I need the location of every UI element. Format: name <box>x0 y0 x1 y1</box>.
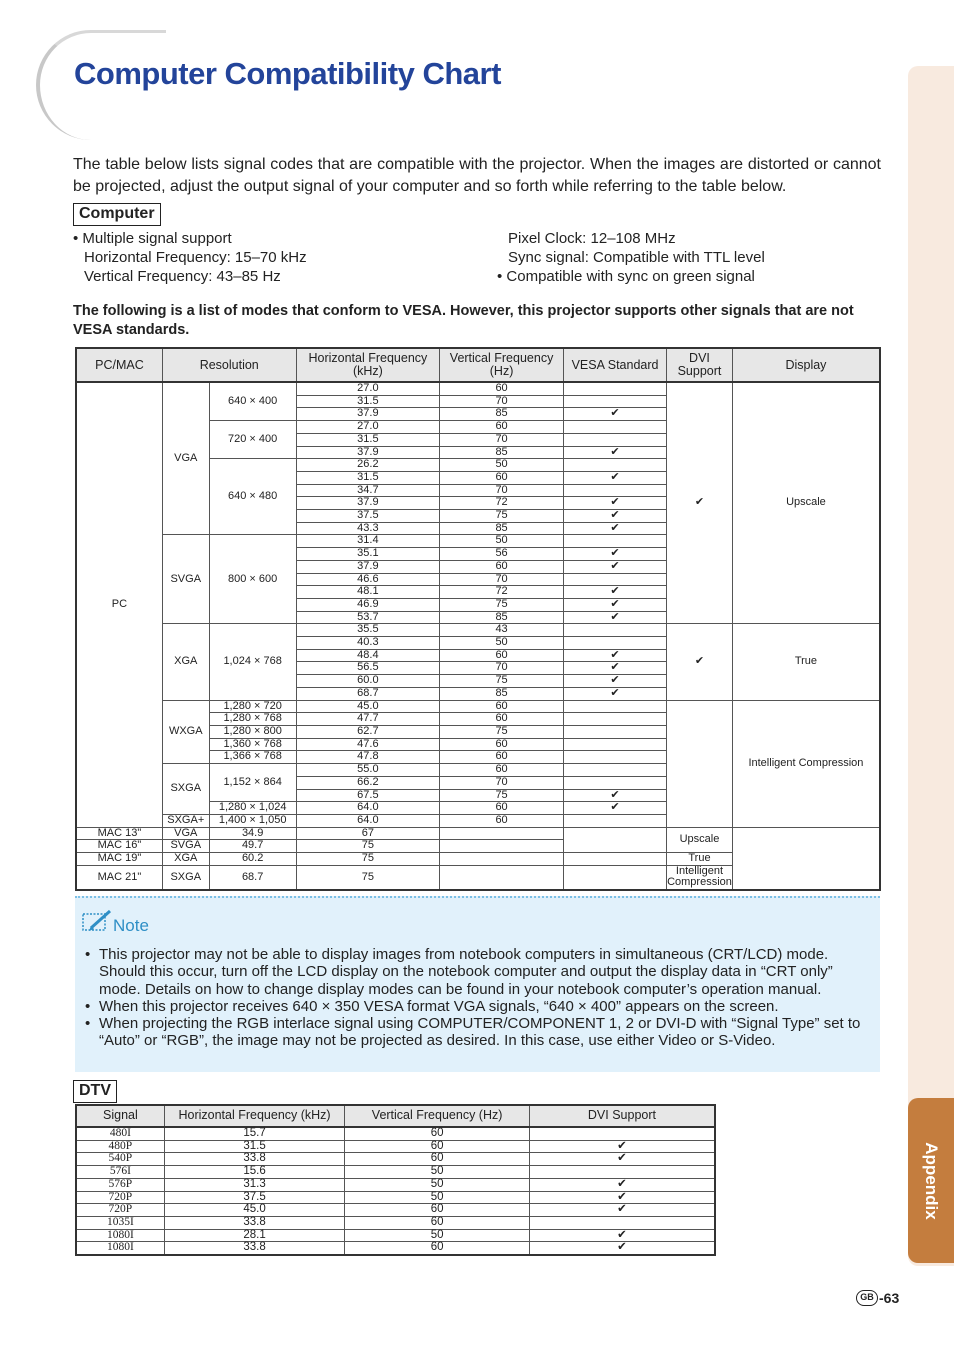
column-header: PC/MAC <box>76 348 162 382</box>
dvi-support-cell <box>564 853 667 866</box>
v-frequency-cell: 60 <box>345 1127 530 1140</box>
h-frequency-cell: 31.5 <box>296 395 440 408</box>
table-row <box>76 1191 715 1204</box>
dvi-support-cell <box>564 865 667 890</box>
computer-specs-right <box>497 229 765 286</box>
dvi-support-cell <box>529 1127 715 1140</box>
v-frequency-cell: 60 <box>345 1242 530 1255</box>
v-frequency-cell: 75 <box>296 865 440 890</box>
table-header-row <box>76 1105 715 1127</box>
dvi-support-cell: ✔ <box>529 1140 715 1153</box>
vesa-check-cell <box>564 395 667 408</box>
v-frequency-cell: 70 <box>440 395 564 408</box>
signal-cell: 720P <box>76 1191 164 1204</box>
h-frequency-cell: 64.0 <box>296 814 440 827</box>
class-cell: SXGA <box>162 865 209 890</box>
signal-cell: 1080I <box>76 1229 164 1242</box>
v-frequency-cell: 60 <box>440 764 564 777</box>
v-frequency-cell: 60 <box>440 802 564 815</box>
class-cell: XGA <box>162 624 209 700</box>
h-frequency-cell: 27.0 <box>296 421 440 434</box>
v-frequency-cell: 60 <box>440 560 564 573</box>
vesa-check-cell <box>564 700 667 713</box>
table-row <box>76 1216 715 1229</box>
dvi-support-cell: ✔ <box>529 1153 715 1166</box>
v-frequency-cell: 60 <box>440 738 564 751</box>
signal-cell: 1080I <box>76 1242 164 1255</box>
v-frequency-cell: 50 <box>440 535 564 548</box>
resolution-cell: 1,400 × 1,050 <box>209 814 296 827</box>
vesa-check-cell: ✔ <box>564 649 667 662</box>
intro-paragraph: The table below lists signal codes that are compatible with the projector. When the images are distorted or cannot be projected, adjust the output signal of your computer and so forth while referring to the table below. <box>73 156 881 195</box>
vesa-check-cell: ✔ <box>564 598 667 611</box>
computer-section-label: Computer <box>73 203 161 226</box>
h-frequency-cell: 47.6 <box>296 738 440 751</box>
class-cell: WXGA <box>162 700 209 764</box>
h-frequency-cell: 37.9 <box>296 446 440 459</box>
v-frequency-cell: 75 <box>440 675 564 688</box>
h-frequency-cell: 60.0 <box>296 675 440 688</box>
vesa-check-cell <box>564 713 667 726</box>
v-frequency-cell: 60 <box>440 751 564 764</box>
h-frequency-cell: 37.9 <box>296 497 440 510</box>
resolution-cell: 1,280 × 768 <box>209 713 296 726</box>
v-frequency-cell: 75 <box>440 510 564 523</box>
vesa-check-cell: ✔ <box>564 687 667 700</box>
h-frequency-cell: 37.5 <box>296 510 440 523</box>
computer-specs-left <box>73 229 307 286</box>
v-frequency-cell: 50 <box>440 637 564 650</box>
class-cell: VGA <box>162 827 209 840</box>
resolution-cell: 640 × 480 <box>209 459 296 535</box>
resolution-cell: 640 × 400 <box>209 382 296 421</box>
v-frequency-cell: 85 <box>440 687 564 700</box>
v-frequency-cell: 72 <box>440 497 564 510</box>
column-header: Resolution <box>162 348 296 382</box>
h-frequency-cell: 68.7 <box>296 687 440 700</box>
class-cell: SVGA <box>162 840 209 853</box>
column-header: Horizontal Frequency (kHz) <box>164 1105 345 1127</box>
vesa-check-cell <box>564 764 667 777</box>
note-item: • When projecting the RGB interlace signal using COMPUTER/COMPONENT 1, 2 or DVI-D with “Signal Type” set to “Auto” or “RGB”, the image may not be projected as desired. In this case, use either Video or S-Video. <box>85 1015 875 1050</box>
v-frequency-cell: 75 <box>440 725 564 738</box>
v-frequency-cell: 60 <box>440 382 564 395</box>
v-frequency-cell: 60 <box>345 1140 530 1153</box>
h-frequency-cell: 46.9 <box>296 598 440 611</box>
vesa-check-cell <box>564 382 667 395</box>
display-cell: True <box>667 853 733 866</box>
page-number-text: -63 <box>879 1290 900 1306</box>
column-header: DVI Support <box>529 1105 715 1127</box>
dvi-support-cell <box>667 700 733 827</box>
pcmac-cell: MAC 21" <box>76 865 162 890</box>
signal-cell: 576P <box>76 1178 164 1191</box>
h-frequency-cell: 31.5 <box>164 1140 345 1153</box>
vesa-check-cell <box>564 637 667 650</box>
note-item: • When this projector receives 640 × 350 VESA format VGA signals, “640 × 400” appears on the screen. <box>85 998 875 1015</box>
h-frequency-cell: 37.9 <box>296 560 440 573</box>
signal-cell: 480I <box>76 1127 164 1140</box>
vesa-check-cell <box>564 535 667 548</box>
v-frequency-cell: 67 <box>296 827 440 840</box>
vesa-check-cell: ✔ <box>564 408 667 421</box>
dvi-support-cell <box>529 1166 715 1179</box>
vesa-check-cell <box>564 814 667 827</box>
spec-line: • Multiple signal support <box>73 230 232 247</box>
v-frequency-cell: 85 <box>440 446 564 459</box>
display-cell: Upscale <box>667 827 733 852</box>
v-frequency-cell: 50 <box>440 459 564 472</box>
h-frequency-cell: 33.8 <box>164 1216 345 1229</box>
vesa-check-cell <box>564 421 667 434</box>
display-cell: Upscale <box>732 382 880 624</box>
column-header: Signal <box>76 1105 164 1127</box>
table-row <box>76 840 880 853</box>
table-row <box>76 1178 715 1191</box>
v-frequency-cell: 75 <box>440 598 564 611</box>
table-row <box>76 1166 715 1179</box>
table-row <box>76 1140 715 1153</box>
signal-cell: 540P <box>76 1153 164 1166</box>
vesa-check-cell: ✔ <box>564 522 667 535</box>
page-number <box>856 1290 899 1306</box>
v-frequency-cell: 60 <box>440 814 564 827</box>
h-frequency-cell: 33.8 <box>164 1242 345 1255</box>
dvi-support-cell: ✔ <box>667 624 733 700</box>
page-title: Computer Compatibility Chart <box>74 56 501 91</box>
h-frequency-cell: 26.2 <box>296 459 440 472</box>
gb-region-icon: GB <box>856 1290 878 1306</box>
vesa-check-cell: ✔ <box>564 510 667 523</box>
h-frequency-cell: 15.6 <box>164 1166 345 1179</box>
column-header: VESA Standard <box>564 348 667 382</box>
column-header: Horizontal Frequency (kHz) <box>296 348 440 382</box>
spec-line: Pixel Clock: 12–108 MHz <box>508 230 676 247</box>
h-frequency-cell: 45.0 <box>164 1204 345 1217</box>
vesa-check-cell: ✔ <box>564 471 667 484</box>
class-cell: XGA <box>162 853 209 866</box>
table-row <box>76 624 880 637</box>
v-frequency-cell: 60 <box>345 1216 530 1229</box>
spec-line: Sync signal: Compatible with TTL level <box>508 249 765 266</box>
v-frequency-cell: 60 <box>440 713 564 726</box>
v-frequency-cell: 60 <box>440 700 564 713</box>
resolution-cell: 1,360 × 768 <box>209 738 296 751</box>
v-frequency-cell: 60 <box>440 471 564 484</box>
v-frequency-cell: 70 <box>440 662 564 675</box>
h-frequency-cell: 40.3 <box>296 637 440 650</box>
h-frequency-cell: 45.0 <box>296 700 440 713</box>
h-frequency-cell: 62.7 <box>296 725 440 738</box>
dvi-support-cell: ✔ <box>667 382 733 624</box>
vesa-check-cell <box>564 738 667 751</box>
spec-line: Vertical Frequency: 43–85 Hz <box>84 268 281 285</box>
h-frequency-cell: 48.1 <box>296 586 440 599</box>
display-cell: Intelligent Compression <box>732 700 880 827</box>
v-frequency-cell: 70 <box>440 484 564 497</box>
vesa-check-cell: ✔ <box>564 497 667 510</box>
h-frequency-cell: 68.7 <box>209 865 296 890</box>
h-frequency-cell: 53.7 <box>296 611 440 624</box>
resolution-cell: 1,280 × 800 <box>209 725 296 738</box>
table-row <box>76 700 880 713</box>
resolution-cell: 1,280 × 1,024 <box>209 802 296 815</box>
v-frequency-cell: 70 <box>440 573 564 586</box>
h-frequency-cell: 27.0 <box>296 382 440 395</box>
v-frequency-cell: 85 <box>440 408 564 421</box>
h-frequency-cell: 31.3 <box>164 1178 345 1191</box>
vesa-check-cell <box>440 853 564 866</box>
pencil-note-icon <box>81 908 113 934</box>
resolution-cell: 1,152 × 864 <box>209 764 296 802</box>
v-frequency-cell: 75 <box>440 789 564 802</box>
table-row <box>76 827 880 840</box>
h-frequency-cell: 48.4 <box>296 649 440 662</box>
v-frequency-cell: 60 <box>345 1153 530 1166</box>
resolution-cell: 1,280 × 720 <box>209 700 296 713</box>
pcmac-cell: MAC 16" <box>76 840 162 853</box>
signal-cell: 576I <box>76 1166 164 1179</box>
h-frequency-cell: 37.9 <box>296 408 440 421</box>
side-index-track <box>908 66 954 1266</box>
h-frequency-cell: 28.1 <box>164 1229 345 1242</box>
v-frequency-cell: 85 <box>440 522 564 535</box>
table-row <box>76 1127 715 1140</box>
h-frequency-cell: 67.5 <box>296 789 440 802</box>
vesa-check-cell: ✔ <box>564 446 667 459</box>
h-frequency-cell: 64.0 <box>296 802 440 815</box>
table-row <box>76 853 880 866</box>
pc-compatibility-table <box>75 347 881 891</box>
h-frequency-cell: 55.0 <box>296 764 440 777</box>
dvi-support-cell: ✔ <box>529 1191 715 1204</box>
h-frequency-cell: 43.3 <box>296 522 440 535</box>
vesa-check-cell <box>564 573 667 586</box>
note-box <box>75 896 880 1072</box>
vesa-check-cell <box>564 433 667 446</box>
appendix-tab[interactable] <box>908 1098 954 1263</box>
vesa-check-cell: ✔ <box>564 789 667 802</box>
resolution-cell: 800 × 600 <box>209 535 296 624</box>
table-row <box>76 1153 715 1166</box>
vesa-check-cell <box>564 624 667 637</box>
v-frequency-cell: 75 <box>296 853 440 866</box>
table-header-row <box>76 348 880 382</box>
h-frequency-cell: 34.7 <box>296 484 440 497</box>
class-cell: SXGA+ <box>162 814 209 827</box>
v-frequency-cell: 70 <box>440 776 564 789</box>
v-frequency-cell: 75 <box>296 840 440 853</box>
note-item: • This projector may not be able to display images from notebook computers in simultaneous (CRT/LCD) mode. Should this occur, turn off the LCD display on the notebook computer and output the display data in “CRT only” mode. Details on how to change display modes can be found in your notebook computer’s operation manual. <box>85 946 875 998</box>
vesa-check-cell: ✔ <box>564 611 667 624</box>
display-cell: Intelligent Compression <box>667 864 732 889</box>
signal-cell: 720P <box>76 1204 164 1217</box>
h-frequency-cell: 47.8 <box>296 751 440 764</box>
v-frequency-cell: 60 <box>440 421 564 434</box>
class-cell: VGA <box>162 382 209 535</box>
resolution-cell: 1,024 × 768 <box>209 624 296 700</box>
vesa-check-cell: ✔ <box>564 548 667 561</box>
v-frequency-cell: 43 <box>440 624 564 637</box>
column-header: Vertical Frequency (Hz) <box>440 348 564 382</box>
h-frequency-cell: 35.1 <box>296 548 440 561</box>
spec-line: • Compatible with sync on green signal <box>497 268 755 285</box>
vesa-check-cell <box>440 827 564 840</box>
pcmac-cell: MAC 19" <box>76 853 162 866</box>
vesa-check-cell: ✔ <box>564 802 667 815</box>
h-frequency-cell: 33.8 <box>164 1153 345 1166</box>
vesa-check-cell <box>564 459 667 472</box>
h-frequency-cell: 60.2 <box>209 853 296 866</box>
vesa-check-cell <box>440 865 564 890</box>
vesa-check-cell <box>440 840 564 853</box>
display-cell: True <box>732 624 880 700</box>
v-frequency-cell: 60 <box>345 1204 530 1217</box>
v-frequency-cell: 50 <box>345 1166 530 1179</box>
vesa-check-cell <box>564 751 667 764</box>
signal-cell: 1035I <box>76 1216 164 1229</box>
appendix-tab-label: Appendix <box>922 1141 941 1220</box>
h-frequency-cell: 37.5 <box>164 1191 345 1204</box>
table-row <box>76 382 880 395</box>
table-row <box>76 865 880 890</box>
table-row <box>76 1242 715 1255</box>
dtv-section-label: DTV <box>73 1080 117 1103</box>
vesa-check-cell: ✔ <box>564 586 667 599</box>
h-frequency-cell: 15.7 <box>164 1127 345 1140</box>
column-header: Display <box>732 348 880 382</box>
v-frequency-cell: 50 <box>345 1178 530 1191</box>
spec-line: Horizontal Frequency: 15–70 kHz <box>84 249 307 266</box>
h-frequency-cell: 47.7 <box>296 713 440 726</box>
resolution-cell: 720 × 400 <box>209 421 296 459</box>
dvi-support-cell <box>564 827 667 852</box>
v-frequency-cell: 56 <box>440 548 564 561</box>
h-frequency-cell: 56.5 <box>296 662 440 675</box>
v-frequency-cell: 50 <box>345 1229 530 1242</box>
pcmac-cell: PC <box>76 382 162 827</box>
h-frequency-cell: 46.6 <box>296 573 440 586</box>
class-cell: SXGA <box>162 764 209 815</box>
dtv-compatibility-table <box>75 1104 716 1256</box>
resolution-cell: 1,366 × 768 <box>209 751 296 764</box>
v-frequency-cell: 70 <box>440 433 564 446</box>
v-frequency-cell: 60 <box>440 649 564 662</box>
vesa-check-cell: ✔ <box>564 662 667 675</box>
vesa-check-cell <box>564 776 667 789</box>
dvi-support-cell: ✔ <box>529 1229 715 1242</box>
v-frequency-cell: 85 <box>440 611 564 624</box>
v-frequency-cell: 50 <box>345 1191 530 1204</box>
note-list <box>85 946 875 1050</box>
dvi-support-cell <box>529 1216 715 1229</box>
dvi-support-cell: ✔ <box>529 1178 715 1191</box>
h-frequency-cell: 31.5 <box>296 433 440 446</box>
column-header: Vertical Frequency (Hz) <box>345 1105 530 1127</box>
vesa-check-cell: ✔ <box>564 675 667 688</box>
pcmac-cell: MAC 13" <box>76 827 162 840</box>
dvi-support-cell: ✔ <box>529 1242 715 1255</box>
h-frequency-cell: 66.2 <box>296 776 440 789</box>
h-frequency-cell: 34.9 <box>209 827 296 840</box>
dvi-support-cell: ✔ <box>529 1204 715 1217</box>
note-title: Note <box>113 916 149 935</box>
h-frequency-cell: 49.7 <box>209 840 296 853</box>
h-frequency-cell: 31.4 <box>296 535 440 548</box>
column-header: DVI Support <box>667 348 733 382</box>
vesa-check-cell: ✔ <box>564 560 667 573</box>
vesa-note: The following is a list of modes that conform to VESA. However, this projector supports other signals that are not VESA standards. <box>73 303 854 338</box>
h-frequency-cell: 35.5 <box>296 624 440 637</box>
h-frequency-cell: 31.5 <box>296 471 440 484</box>
table-row <box>76 1204 715 1217</box>
v-frequency-cell: 72 <box>440 586 564 599</box>
vesa-check-cell <box>564 484 667 497</box>
table-row <box>76 1229 715 1242</box>
signal-cell: 480P <box>76 1140 164 1153</box>
vesa-check-cell <box>564 725 667 738</box>
class-cell: SVGA <box>162 535 209 624</box>
